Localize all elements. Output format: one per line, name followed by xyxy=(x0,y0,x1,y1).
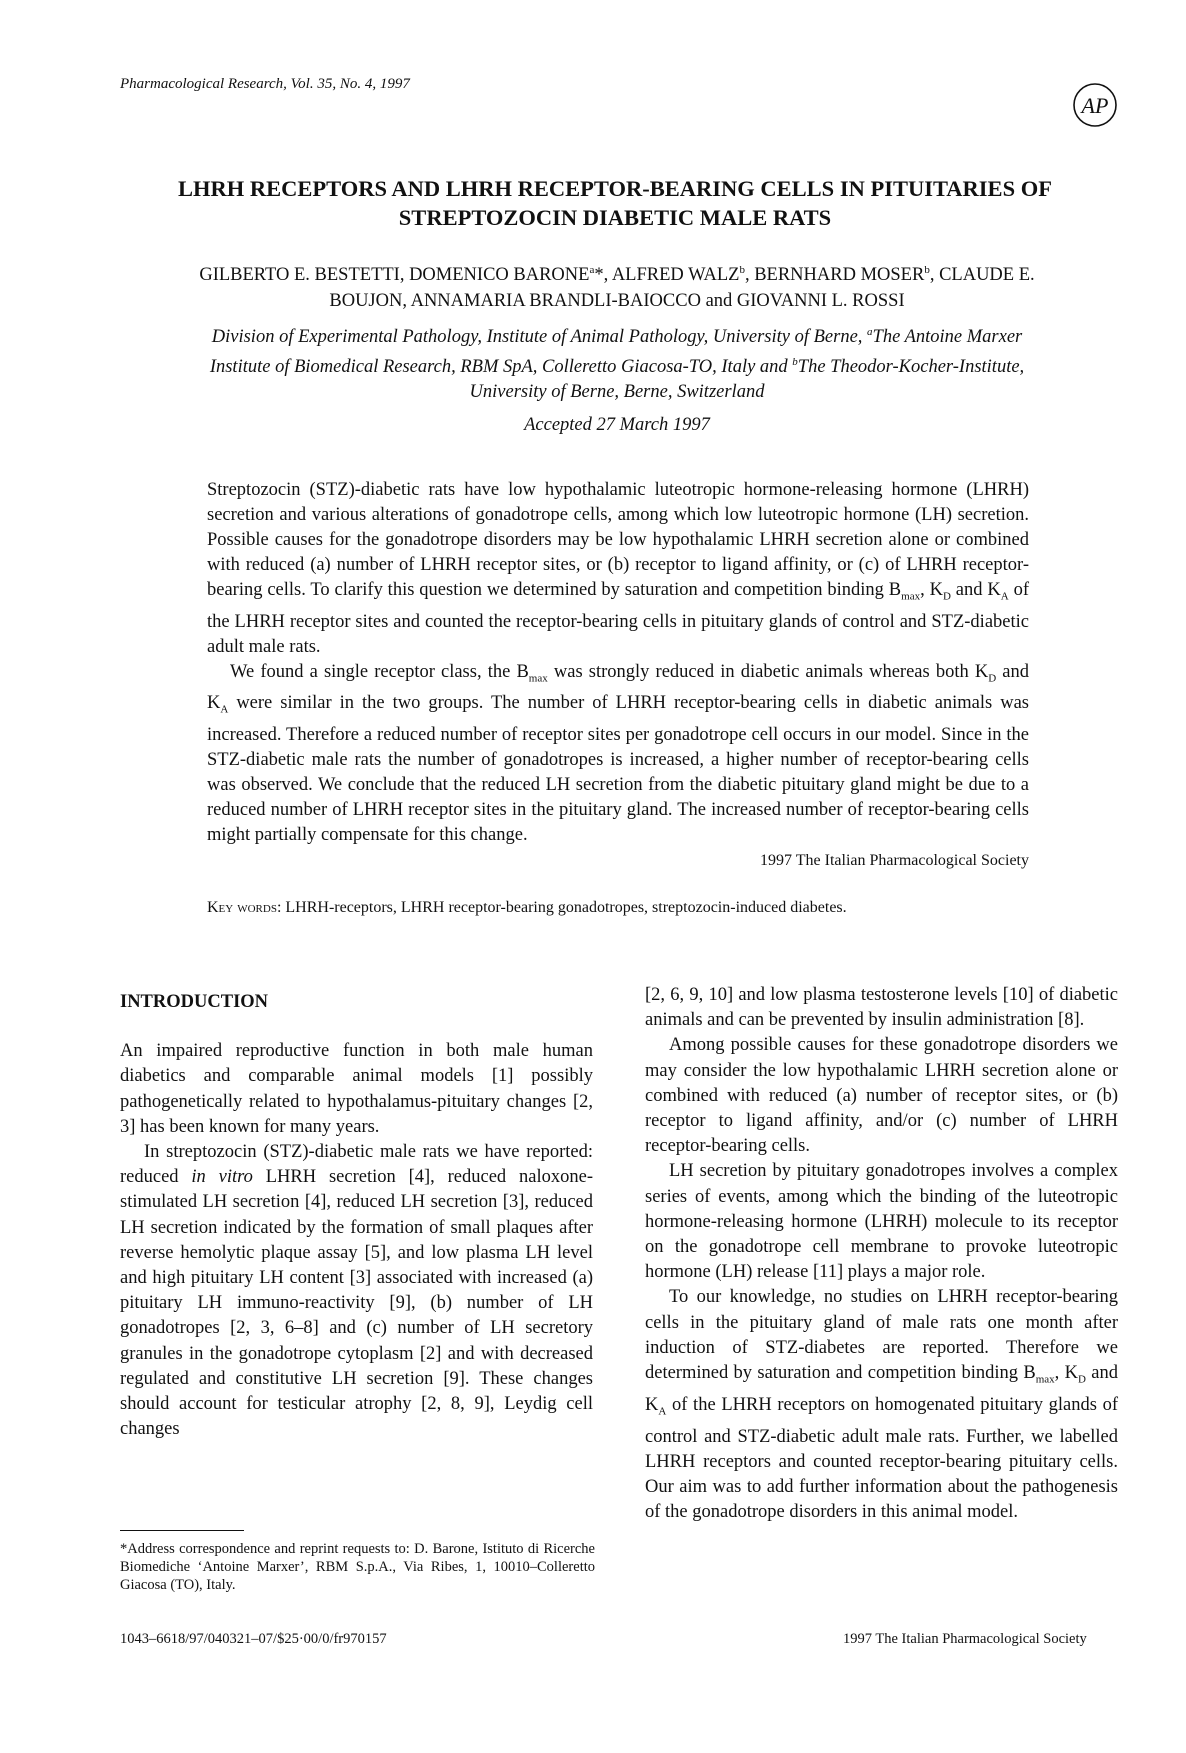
intro-paragraph-5: To our knowledge, no studies on LHRH receptor-bearing cells in the pituitary gland of male rats one month after induction of STZ-diabetes are reported. Therefore we determined by saturation and competition binding $B_{max}$, $K_D$ and $K_A$ of the LHRH receptors on homogenated pituitary glands of control and STZ-diabetic adult male rats. Further, we labelled LHRH receptors and counted receptor-bearing pituitary cells. Our aim was to add further information about the pathogenesis of the gonadotrope disorders in this animal model. xyxy=(645,1287,1118,1523)
logo-text: AP xyxy=(1081,93,1109,118)
article-title: LHRH RECEPTORS AND LHRH RECEPTOR-BEARING CELLS IN PITUITARIES OF STREPTOZOCIN DIABETIC MALE RATS xyxy=(178,176,1052,230)
footer-doi: 1043–6618/97/040321–07/$25·00/0/fr970157 xyxy=(120,1631,387,1647)
keywords-label: Key words: xyxy=(207,899,282,916)
left-column xyxy=(120,990,593,1442)
intro-paragraph-4: LH secretion by pituitary gonadotropes involves a complex series of events, among which the binding of the luteotropic hormone-releasing hormone (LHRH) molecule to its receptor on the gonadotrope cell membrane to provoke luteotropic hormone (LH) release [11] plays a major role. xyxy=(645,1161,1118,1283)
intro-paragraph-3: Among possible causes for these gonadotrope disorders we may consider the low hypothalamic LHRH secretion alone or combined with reduced (a) number of receptor sites, or (b) receptor to ligand affinity, and/or (c) number of LHRH receptor-bearing cells. xyxy=(645,1035,1118,1157)
section-heading: INTRODUCTION xyxy=(120,992,269,1012)
abstract xyxy=(207,478,1029,873)
accepted-date: Accepted 27 March 1997 xyxy=(524,415,710,435)
keywords: Key words: LHRH-receptors, LHRH receptor-bearing gonadotropes, streptozocin-induced diabetes. xyxy=(207,899,847,916)
journal-citation: Pharmacological Research, Vol. 35, No. 4, 1997 xyxy=(120,76,410,92)
correspondence-footnote: *Address correspondence and reprint requests to: D. Barone, Istituto di Ricerche Biomediche ‘Antoine Marxer’, RBM S.p.A., Via Ribes, 1, 10010–Colleretto Giacosa (TO), Italy. xyxy=(120,1541,595,1593)
abstract-copyright: 1997 The Italian Pharmacological Society xyxy=(760,852,1029,870)
footnote-divider xyxy=(120,1530,244,1531)
author-list: GILBERTO E. BESTETTI, DOMENICO BARONE$^a$*, ALFRED WALZ$^b$, BERNHARD MOSER$^b$, CLAUDE E. BOUJON, ANNAMARIA BRANDLI-BAIOCCO and GIOVANNI L. ROSSI xyxy=(199,264,1035,312)
abstract-paragraph-2: We found a single receptor class, the $B_{max}$ was strongly reduced in diabetic animals whereas both $K_D$ and $K_A$ were similar in the two groups. The number of LHRH receptor-bearing cells in diabetic animals was increased. Therefore a reduced number of receptor sites per gonadotrope cell occurs in our model. Since in the STZ-diabetic male rats the number of gonadotropes is increased, a higher number of receptor-bearing cells was observed. We conclude that the reduced LH secretion from the diabetic pituitary gland might be due to a reduced number of LHRH receptor sites in the pituitary gland. The increased number of receptor-bearing cells might partially compensate for this change. xyxy=(207,661,1030,846)
intro-paragraph-2: In streptozocin (STZ)-diabetic male rats we have reported: reduced in vitro LHRH secretion [4], reduced naloxone-stimulated LH secretion [4], reduced LH secretion [3], reduced LH secretion indicated by the formation of small plaques after reverse hemolytic plaque assay [5], and low plasma LH level and high pituitary LH content [3] associated with increased (a) pituitary LH immuno-reactivity [9], (b) number of LH gonadotropes [2, 3, 6–8] and (c) number of LH secretory granules in the gonadotrope cytoplasm [2] and with decreased regulated and constitutive LH secretion [9]. These changes should account for testicular atrophy [2, 8, 9], Leydig cell changes xyxy=(120,1142,593,1440)
abstract-paragraph-1: Streptozocin (STZ)-diabetic rats have low hypothalamic luteotropic hormone-releasing hormone (LHRH) secretion and various alterations of gonadotrope cells, among which low luteotropic hormone (LH) secretion. Possible causes for the gonadotrope disorders may be low hypothalamic LHRH secretion alone or combined with reduced (a) number of LHRH receptor sites, or (b) receptor to ligand affinity, or (c) of LHRH receptor-bearing cells. To clarify this question we determined by saturation and competition binding $B_{max}$, $K_D$ and $K_A$ of the LHRH receptor sites and counted the receptor-bearing cells in pituitary glands of control and STZ-diabetic adult male rats. xyxy=(207,480,1029,657)
affiliations: Division of Experimental Pathology, Institute of Animal Pathology, University of Berne, $^a$The Antoine Marxer Institute of Biomedical Research, RBM SpA, Colleretto Giacosa-TO, Italy and $^b$The Theodor-Kocher-Institute, University of Berne, Berne, Switzerland xyxy=(209,326,1025,403)
publisher-logo xyxy=(1072,82,1118,128)
right-column xyxy=(645,983,1118,1526)
intro-paragraph-1: An impaired reproductive function in both male human diabetics and comparable animal models [1] possibly pathogenetically related to hypothalamus-pituitary changes [2, 3] has been known for many years. xyxy=(120,1041,593,1137)
footer-copyright: 1997 The Italian Pharmacological Society xyxy=(843,1631,1087,1647)
intro-paragraph-2-cont: [2, 6, 9, 10] and low plasma testosterone levels [10] of diabetic animals and can be prevented by insulin administration [8]. xyxy=(645,985,1118,1031)
